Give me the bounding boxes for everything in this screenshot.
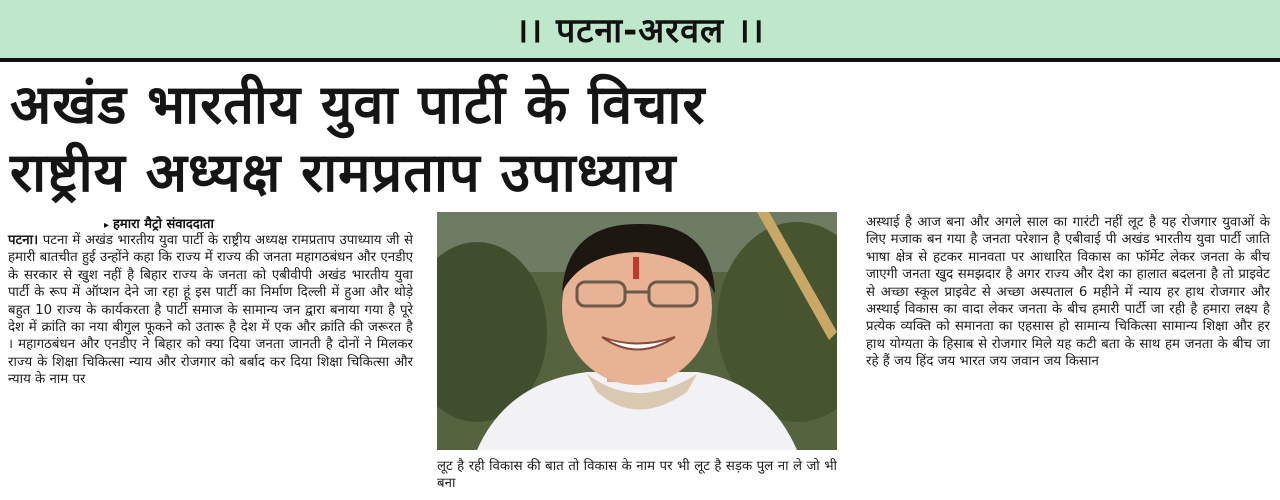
byline	[104, 214, 214, 232]
article-text-right: अस्थाई है आज बना और अगले साल का गारंटी नहीं लूट है यह रोजगार युवाओं के लिए मजाक बन गया है जनता परेशान है एबीवाई पी अखंड भारतीय युवा पार्टी जाति भाषा क्षेत्र से हटकर मानवता पर आधारित विकास का फॉर्मेट लेकर जनता के बीच जाएगी जनता खुद समझदार है अगर राज्य और देश का हालात बदलना है तो प्राइवेट से अच्छा स्कूल प्राइवेट से अच्छा अस्पताल 6 महीने में न्याय हर हाथ रोजगार और अस्थाई विकास का वादा लेकर जनता के बीच हमारी पार्टी जा रही है हमारा लक्ष्य है प्रत्येक व्यक्ति को समानता का एहसास हो सामान्य चिकित्सा सामान्य शिक्षा और हर हाथ योग्यता के हिसाब से रोजगार मिले यह कटी बता के साथ हम जनता के बीच जा रहे हैं जय हिंद जय भारत जय जवान जय किसान	[866, 215, 1270, 370]
headline-line-1: अखंड भारतीय युवा पार्टी के विचार	[10, 73, 706, 136]
portrait-illustration	[437, 212, 837, 450]
portrait-photo	[437, 212, 837, 450]
article-text-left: पटना में अखंड भारतीय युवा पार्टी के राष्ट्रीय अध्यक्ष रामप्रताप उपाध्याय जी से हमारी बातचीत हुई उन्होंने कहा कि राज्य में राज्य की जनता महागठबंधन और एनडीए के सरकार से खुश नहीं है बिहार राज्य के जनता को एबीवीपी अखंड भारतीय युवा पार्टी के रूप में ऑप्शन देने जा रहा हूं इस पार्टी का निर्माण दिल्ली में हुआ और थोड़े बहुत 10 राज्य के कार्यकरता है पार्टी समाज के सामान्य जन द्वारा बनाया गया है पूरे देश में क्रांति का नया बीगुल फूकने को उतारू है देश में एक और क्रांति की जरूरत है । महागठबंधन और एनडीए ने बिहार को क्या दिया जनता जानती है दोनों ने मिलकर राज्य के शिक्षा चिकित्सा न्याय और रोजगार को बर्बाद कर दिया शिक्षा चिकित्सा और न्याय के नाम पर	[8, 233, 413, 388]
article-text-middle: लूट है रही विकास की बात तो विकास के नाम पर भी लूट है सड़क पुल ना ले जो भी बना	[437, 459, 837, 492]
headline-line-2: राष्ट्रीय अध्यक्ष रामप्रताप उपाध्याय	[10, 141, 677, 204]
byline-marker-icon: ▸	[104, 220, 110, 231]
section-title: ।। पटना-अरवल ।।	[515, 11, 765, 51]
article-column-left	[8, 232, 413, 389]
article-column-right	[866, 214, 1270, 371]
section-banner	[0, 0, 1280, 62]
article-column-middle	[437, 458, 837, 493]
dateline: पटना।	[8, 233, 39, 248]
byline-text: हमारा मैट्रो संवाददाता	[113, 217, 214, 232]
